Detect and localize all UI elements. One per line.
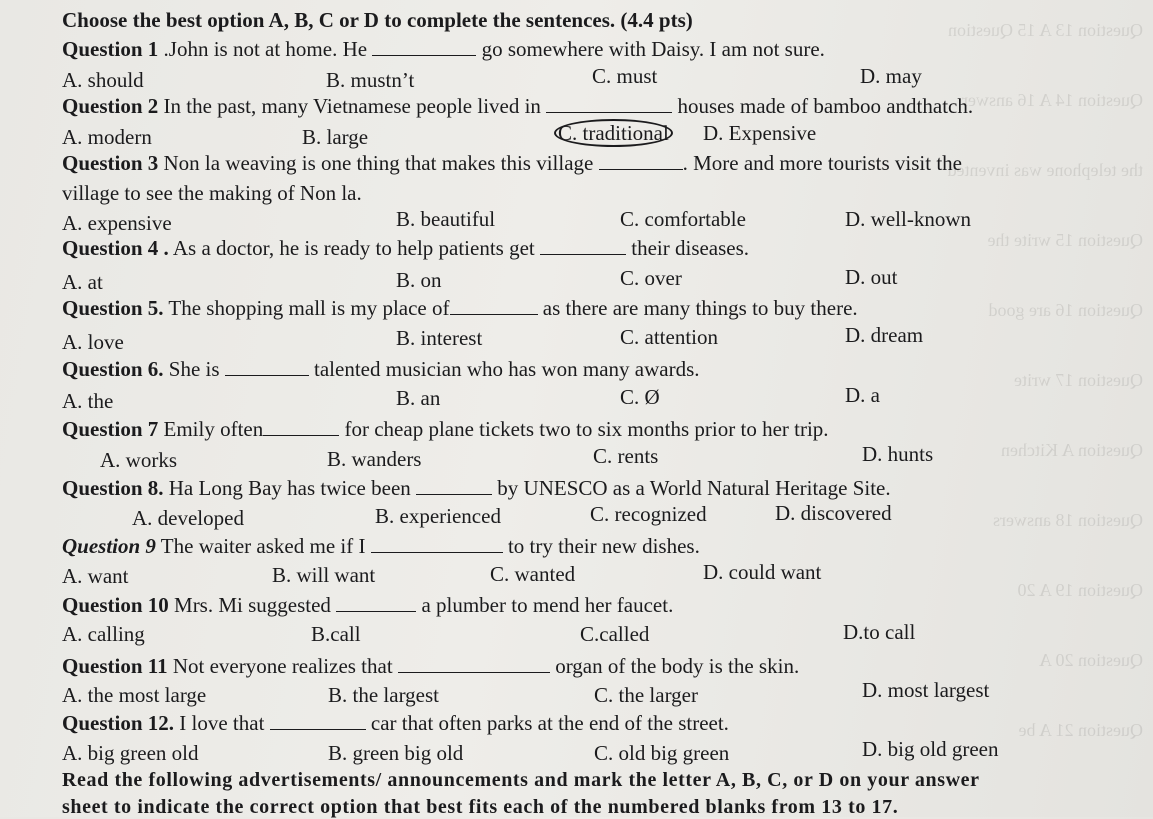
- q4-option-a[interactable]: A. at: [62, 270, 103, 294]
- q3-option-d[interactable]: D. well-known: [845, 207, 971, 231]
- q5-option-b[interactable]: B. interest: [396, 326, 483, 350]
- q10-option-d[interactable]: D.to call: [843, 620, 916, 644]
- question-3-continued: village to see the making of Non la.: [62, 181, 362, 205]
- q11-option-d[interactable]: D. most largest: [862, 678, 990, 702]
- q6-option-a[interactable]: A. the: [62, 389, 114, 413]
- q6-option-c[interactable]: C. Ø: [620, 385, 660, 409]
- q12-option-d[interactable]: D. big old green: [862, 737, 999, 761]
- question-11: Question 11 Not everyone realizes that organ of the body is the skin.: [62, 654, 800, 678]
- q12-option-a[interactable]: A. big green old: [62, 741, 199, 765]
- q8-option-c[interactable]: C. recognized: [590, 502, 707, 526]
- q8-option-d[interactable]: D. discovered: [775, 501, 892, 525]
- q2-option-c[interactable]: C. traditional: [558, 121, 673, 145]
- q3-option-b[interactable]: B. beautiful: [396, 207, 496, 231]
- q10-option-c[interactable]: C.called: [580, 622, 650, 646]
- question-2: Question 2 In the past, many Vietnamese people lived in houses made of bamboo andthatch.: [62, 94, 974, 118]
- question-6: Question 6. She is talented musician who has won many awards.: [62, 357, 700, 381]
- q5-option-a[interactable]: A. love: [62, 330, 124, 354]
- blank-8: [416, 476, 492, 495]
- q7-option-a[interactable]: A. works: [100, 448, 177, 472]
- q7-option-b[interactable]: B. wanders: [327, 447, 422, 471]
- q4-option-d[interactable]: D. out: [845, 265, 898, 289]
- blank-5: [450, 296, 538, 315]
- q9-option-c[interactable]: C. wanted: [490, 562, 576, 586]
- q10-option-a[interactable]: A. calling: [62, 622, 145, 646]
- q8-option-a[interactable]: A. developed: [132, 506, 244, 530]
- question-12: Question 12. I love that car that often parks at the end of the street.: [62, 711, 729, 735]
- q8-option-b[interactable]: B. experienced: [375, 504, 501, 528]
- q12-option-b[interactable]: B. green big old: [328, 741, 464, 765]
- question-5: Question 5. The shopping mall is my place of as there are many things to buy there.: [62, 296, 858, 320]
- instruction-heading: Choose the best option A, B, C or D to complete the sentences. (4.4 pts): [62, 8, 693, 32]
- q9-option-d[interactable]: D. could want: [703, 560, 822, 584]
- q11-option-b[interactable]: B. the largest: [328, 683, 440, 707]
- q10-option-b[interactable]: B.call: [311, 622, 361, 646]
- q7-option-c[interactable]: C. rents: [593, 444, 659, 468]
- q3-option-c[interactable]: C. comfortable: [620, 207, 746, 231]
- blank-10: [336, 593, 416, 612]
- q4-option-b[interactable]: B. on: [396, 268, 442, 292]
- blank-4: [540, 236, 626, 255]
- q6-option-b[interactable]: B. an: [396, 386, 441, 410]
- blank-9: [371, 534, 503, 553]
- q6-option-d[interactable]: D. a: [845, 383, 880, 407]
- blank-3: [599, 151, 683, 170]
- blank-1: [372, 37, 476, 56]
- blank-12: [270, 711, 366, 730]
- blank-6: [225, 357, 309, 376]
- blank-2: [546, 94, 672, 113]
- q1-option-b[interactable]: B. mustn’t: [326, 68, 415, 92]
- question-8: Question 8. Ha Long Bay has twice been by UNESCO as a World Natural Heritage Site.: [62, 476, 891, 500]
- q1-option-d[interactable]: D. may: [860, 64, 922, 88]
- q2-option-b[interactable]: B. large: [302, 125, 369, 149]
- q9-option-b[interactable]: B. will want: [272, 563, 376, 587]
- q7-option-d[interactable]: D. hunts: [862, 442, 934, 466]
- q4-option-c[interactable]: C. over: [620, 266, 682, 290]
- question-3: Question 3 Non la weaving is one thing that makes this village . More and more tourists visit the: [62, 151, 962, 175]
- bleed-through-text: Question 13 A 15 Question Question 14 A 16 answer the telephone was invented Question 15 write the Question 16 are good Question 17 write Question A Kitchen Question 18 answers Question 19 A 20 Question 20 A Question 21 A be: [947, 20, 1143, 740]
- q2-option-d[interactable]: D. Expensive: [703, 121, 817, 145]
- q12-option-c[interactable]: C. old big green: [594, 741, 730, 765]
- question-7: Question 7 Emily often for cheap plane tickets two to six months prior to her trip.: [62, 417, 829, 441]
- q9-option-a[interactable]: A. want: [62, 564, 129, 588]
- reading-instruction-line-2: sheet to indicate the correct option that best fits each of the numbered blanks from 13 to 17.: [62, 796, 899, 818]
- blank-11: [398, 654, 550, 673]
- question-1: Question 1 .John is not at home. He go somewhere with Daisy. I am not sure.: [62, 37, 825, 61]
- q5-option-d[interactable]: D. dream: [845, 323, 924, 347]
- q1-option-a[interactable]: A. should: [62, 68, 144, 92]
- question-4: Question 4 . As a doctor, he is ready to help patients get their diseases.: [62, 236, 750, 260]
- blank-7: [263, 417, 339, 436]
- q11-option-c[interactable]: C. the larger: [594, 683, 698, 707]
- question-9: Question 9 The waiter asked me if I to try their new dishes.: [62, 534, 700, 558]
- q11-option-a[interactable]: A. the most large: [62, 683, 207, 707]
- question-10: Question 10 Mrs. Mi suggested a plumber to mend her faucet.: [62, 593, 674, 617]
- reading-instruction-line-1: Read the following advertisements/ announcements and mark the letter A, B, C, or D on your answer: [62, 769, 980, 791]
- q1-option-c[interactable]: C. must: [592, 64, 658, 88]
- q3-option-a[interactable]: A. expensive: [62, 211, 172, 235]
- q5-option-c[interactable]: C. attention: [620, 325, 718, 349]
- q2-option-a[interactable]: A. modern: [62, 125, 152, 149]
